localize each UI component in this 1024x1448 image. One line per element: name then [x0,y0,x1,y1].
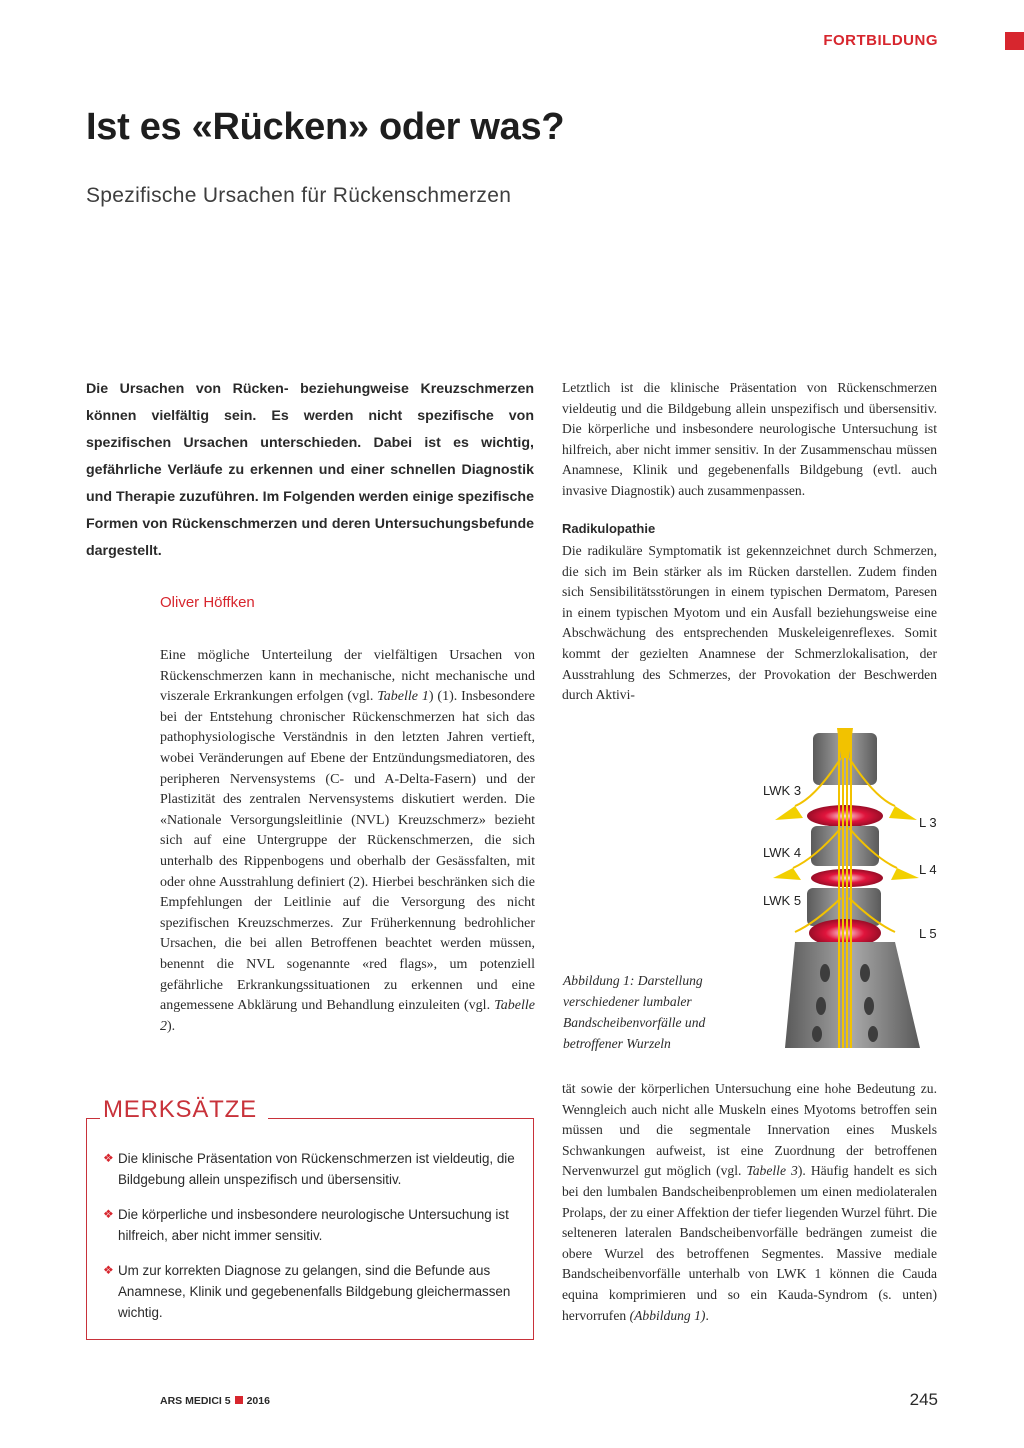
merksaetze-item [103,1260,523,1323]
page-number: 245 [909,1390,938,1409]
journal-year: 2016 [246,1395,270,1407]
merksaetze-item [103,1204,523,1246]
merksaetze-border-left [86,1118,100,1119]
section-marker [1005,32,1024,50]
root-l3-right [889,806,917,820]
journal-name: ARS MEDICI 5 [160,1395,231,1407]
table-reference: Tabelle 2 [160,998,535,1034]
label-lwk4: LWK 4 [763,845,802,860]
root-l3-left [775,806,803,820]
label-l4: L 4 [919,862,937,877]
diamond-bullet-icon: ❖ [103,1151,114,1165]
label-lwk3: LWK 3 [763,783,802,798]
body-right-bottom [562,1079,937,1326]
spine-illustration [755,728,955,1058]
root-l4-left [773,868,801,880]
footer-journal [160,1395,270,1407]
subheading-radikulopathie: Radikulopathie [562,521,656,536]
body-text: ). [167,1018,176,1034]
merksaetze-item [103,1148,523,1190]
body-text: . [705,1307,709,1323]
figure-reference: (Abbildung 1) [629,1307,706,1323]
merksaetze-list [103,1148,523,1337]
merksaetze-item-text: Die klinische Präsentation von Rückenschmerzen ist vieldeutig, die Bildgebung allein unspezifisch und übersensitiv. [118,1151,515,1187]
vertebra-lwk4 [811,826,879,866]
diamond-bullet-icon: ❖ [103,1207,114,1221]
body-right-middle: Die radikuläre Symptomatik ist gekennzeichnet durch Schmerzen, die sich im Bein stärker als im Rücken darstellen. Zudem finden sich Sensibilitätsstörungen in einem typischen Dermatom, Paresen in einem typischen Myotom und ein Ausfall beziehungsweise eine Abschwächung des entsprechenden Muskeleigenreflexes. Somit kommt der gezielten Anamnese der Schmerzlokalisation, der Ausstrahlung des Schmerzes, der Provokation der Beschwerden durch Aktivi- [562,543,937,703]
figure-caption: Abbildung 1: Darstellung verschiedener lumbaler Bandscheibenvorfälle und betroffener Wurzeln [563,973,706,1051]
label-l3: L 3 [919,815,937,830]
footer-square [235,1396,243,1404]
diamond-bullet-icon: ❖ [103,1263,114,1277]
article-title: Ist es «Rücken» oder was? [86,106,565,148]
section-label: FORTBILDUNG [823,32,938,49]
table-reference: Tabelle 3 [746,1163,798,1179]
article-subtitle: Spezifische Ursachen für Rückenschmerzen [86,184,512,207]
body-text: Eine mögliche Unterteilung der vielfältigen Ursachen von Rückenschmerzen kann in mechanische, nicht mechanische und viszerale Erkrankungen erfolgen (vgl. [160,648,535,705]
article-lead: Die Ursachen von Rücken- beziehungweise Kreuzschmerzen können vielfältig sein. Es werden nicht spezifische von spezifischen Ursachen unterschieden. Dabei ist es wichtig, gefährliche Verläufe zu erkennen und einer schnellen Diagnostik und Therapie zuzuführen. Im Folgenden werden einige spezifische Formen von Rückenschmerzen und deren Untersuchungsbefunde dargestellt. [86,381,534,559]
body-left-column [160,646,535,1037]
merksaetze-title: MERKSÄTZE [103,1096,257,1123]
body-text: tät sowie der körperlichen Untersuchung eine hohe Bedeutung zu. Wenngleich auch nicht alle Muskeln eines Myotoms betroffen sein müssen und die segmentale Innervation eines Muskels Schwankungen aufweist, ist eine Zuordnung der betroffenen Nervenwurzel gut möglich (vgl. [562,1081,937,1179]
label-lwk5: LWK 5 [763,893,802,908]
body-text: ) (1). Insbesondere bei der Entstehung chronischer Rückenschmerzen hat sich das pathophysiologische Verständnis in den letzten Jahren vertieft, wobei Veränderungen auf Ebene der Entzündungsmediatoren, des peripheren Nervensystems (C- und A-Delta-Fasern) und der Plastizität des zentralen Nervensystems diskutiert werden. Die «Nationale Versorgungsleitlinie (NVL) Kreuzschmerz» bezieht sich auf eine Untergruppe der Rückenschmerzen, die sich unterhalb des Rippenbogens und oberhalb der Gesässfalten, mit oder ohne Ausstrahlung definiert (2). Hierbei beschränken sich die Empfehlungen der Leitlinie auf die Versorgung des nicht spezifischen Kreuzschmerzes. Zur Früherkennung bedrohlicher Ursachen, die bei allen Betroffenen beachtet werden müssen, benennt die NVL sogenannte «red flags», um potenziell gefährliche Erkrankungssituationen zu erkennen und eine angemessene Abklärung und Behandlung einzuleiten (vgl. [160,689,535,1014]
merksaetze-item-text: Um zur korrekten Diagnose zu gelangen, sind die Befunde aus Anamnese, Klinik und gegebenenfalls Bildgebung gleichermassen wichtig. [118,1263,511,1320]
body-text: ). Häufig handelt es sich bei den lumbalen Bandscheibenproblemen um einen mediolateralen Prolaps, der zu einer Affektion der tiefer liegenden Wurzel führt. Die selteneren lateralen Bandscheibenvorfälle bedrängen zumeist die obere Wurzel des betroffenen Segmentes. Massive mediale Bandscheibenvorfälle unterhalb von LWK 1 können die Cauda equina komprimieren und so ein Kauda-Syndrom (s. unten) hervorrufen [562,1163,937,1323]
disc-l3 [807,805,883,827]
merksaetze-item-text: Die körperliche und insbesondere neurologische Untersuchung ist hilfreich, aber nicht immer sensitiv. [118,1207,509,1243]
root-l4-right [891,868,919,880]
table-reference: Tabelle 1 [377,689,429,705]
sacrum [785,942,920,1048]
label-l5: L 5 [919,926,937,941]
merksaetze-border-right [268,1118,534,1119]
author-name: Oliver Höffken [160,594,255,611]
body-right-top: Letztlich ist die klinische Präsentation von Rückenschmerzen vieldeutig und die Bildgebung allein unspezifisch und übersensitiv. Die körperliche und insbesondere neurologische Untersuchung ist hilfreich, aber nicht immer sensitiv. In der Zusammenschau müssen Anamnese, Klinik und gegebenenfalls Bildgebung (evtl. auch invasive Diagnostik) auch zusammenpassen. [562,380,937,498]
